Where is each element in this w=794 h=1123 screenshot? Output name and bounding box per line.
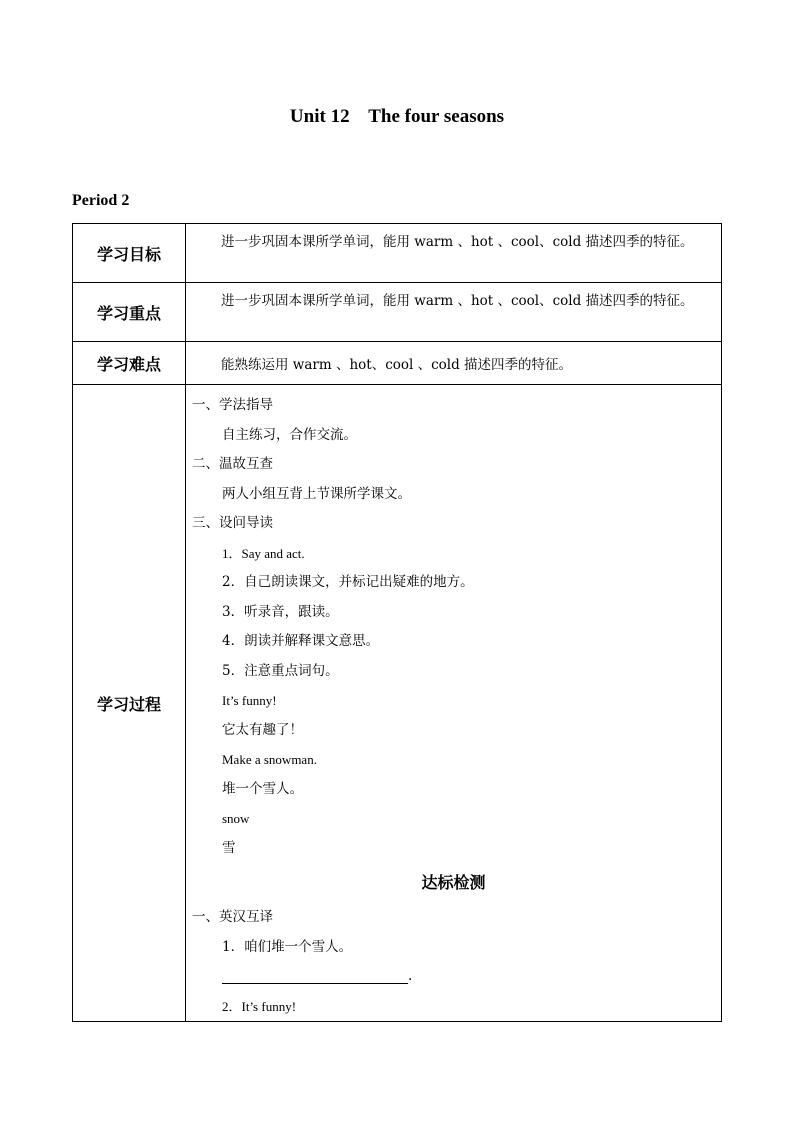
row-label-difficulty: 学习难点 <box>73 342 186 385</box>
phrase-english: Make a snowman. <box>222 752 317 767</box>
list-item: 5．注意重点词句。 <box>222 662 339 679</box>
row-content-key <box>186 283 722 342</box>
goal-text: 进一步巩固本课所学单词，能用 warm 、hot 、cool、cold 描述四季的特征。 <box>221 234 694 250</box>
table-row-difficulty <box>73 342 722 385</box>
answer-period: . <box>408 968 413 984</box>
phrase-chinese: 堆一个雪人。 <box>222 780 303 797</box>
phrase-chinese: 它太有趣了！ <box>222 721 303 738</box>
list-item: 4．朗读并解释课文意思。 <box>222 633 380 649</box>
list-item: 1．Say and act. <box>222 545 305 561</box>
review-text: 两人小组互背上节课所学课文。 <box>222 485 411 502</box>
row-label-process: 学习过程 <box>73 385 186 1022</box>
check-heading: 达标检测 <box>421 873 486 892</box>
method-text: 自主练习，合作交流。 <box>222 426 357 443</box>
period-label: Period 2 <box>72 192 130 209</box>
row-label-key: 学习重点 <box>73 283 186 342</box>
list-item: 3．听录音，跟读。 <box>222 603 339 620</box>
row-label-goal: 学习目标 <box>73 224 186 283</box>
difficulty-text: 能熟练运用 warm 、hot、cool 、cold 描述四季的特征。 <box>221 357 573 373</box>
phrase-english: It’s funny! <box>222 693 277 708</box>
document-title: Unit 12 The four seasons <box>289 106 505 127</box>
phrase-chinese: 雪 <box>222 839 236 856</box>
table-row-goal <box>73 224 722 283</box>
section-heading-method: 一、学法指导 <box>192 397 273 413</box>
row-content-difficulty <box>186 342 722 385</box>
answer-blank[interactable] <box>222 969 408 984</box>
table-row-key <box>73 283 722 342</box>
row-content-process <box>186 385 722 1022</box>
key-text: 进一步巩固本课所学单词，能用 warm 、hot 、cool、cold 描述四季的特征。 <box>221 293 694 309</box>
section-heading-translate: 一、英汉互译 <box>192 909 273 925</box>
section-heading-review: 二、温故互查 <box>192 456 273 472</box>
exercise-item: 2．It’s funny! <box>222 998 297 1014</box>
phrase-english: snow <box>222 811 250 826</box>
table-row-process <box>73 385 722 1022</box>
lesson-plan-table <box>72 223 722 1022</box>
section-heading-guide: 三、设问导读 <box>192 515 273 531</box>
exercise-item: 1．咱们堆一个雪人。 <box>222 938 353 955</box>
list-item: 2．自己朗读课文，并标记出疑难的地方。 <box>222 574 474 590</box>
answer-line[interactable] <box>192 962 715 992</box>
row-content-goal <box>186 224 722 283</box>
